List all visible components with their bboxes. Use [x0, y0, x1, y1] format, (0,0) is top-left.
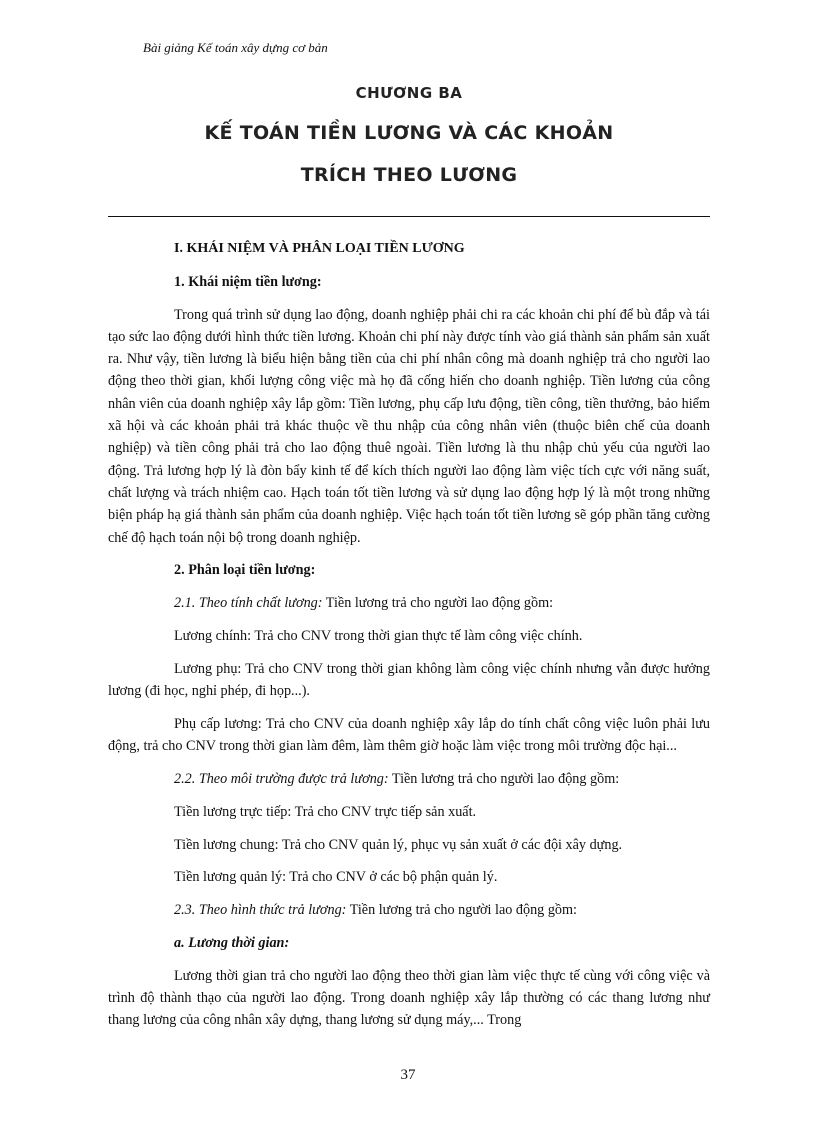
paragraph-luong-phu: Lương phụ: Trả cho CNV trong thời gian không làm công việc chính nhưng vẫn được hưởng lương (đi học, nghỉ phép, đi họp...). [108, 660, 710, 700]
paragraph-truc-tiep: Tiền lương trực tiếp: Trả cho CNV trực tiếp sản xuất. [174, 803, 477, 820]
paragraph-quan-ly: Tiền lương quản lý: Trả cho CNV ở các bộ phận quản lý. [174, 869, 498, 886]
paragraph-2-2 [108, 768, 710, 790]
paragraph-luong-thoi-gian: Lương thời gian trả cho người lao động theo thời gian làm việc thực tế cùng với công việc và trình độ thành thạo của người lao động. Trong doanh nghiệp xây lắp thường có các thang lương như thang lương của công nhân xây dựng, thang lương sử dụng máy,... Trong [108, 967, 710, 1029]
subheading-khai-niem: 1. Khái niệm tiền lương: [174, 273, 322, 290]
label-2-3: 2.3. Theo hình thức trả lương: [174, 902, 347, 919]
paragraph-khai-niem: Trong quá trình sử dụng lao động, doanh nghiệp phải chi ra các khoản chi phí để bù đắp và tái tạo sức lao động dưới hình thức tiền lương. Khoản chi phí này được tính vào giá thành sản phẩm sản xuất ra. Như vậy, tiền lương là biểu hiện bằng tiền của chi phí nhân công mà doanh nghiệp trả cho người lao động theo thời gian, khối lượng công việc mà họ đã cống hiến cho doanh nghiệp. Tiền lương của công nhân viên của doanh nghiệp xây lắp gồm: Tiền lương, phụ cấp lưu động, tiền công, tiền thưởng, bảo hiểm xã hội và các khoản phải trả khác thuộc về thu nhập của công nhân viên (thuộc biên chế của doanh nghiệp) và tiền công phải trả cho lao động thuê ngoài. Tiền lương là thu nhập chủ yếu của người lao động. Trả lương hợp lý là đòn bẩy kinh tế để kích thích người lao động làm việc tích cực với năng suất, chất lượng và trách nhiệm cao. Hạch toán tốt tiền lương và sử dụng lao động hợp lý là một trong những biện pháp hạ giá thành sản phẩm của doanh nghiệp. Việc hạch toán tốt tiền lương sẽ góp phần tăng cường chế độ hạch toán nội bộ trong doanh nghiệp. [108, 306, 710, 546]
page-number: 37 [400, 1067, 416, 1083]
paragraph-chung: Tiền lương chung: Trả cho CNV quản lý, phục vụ sản xuất ở các đội xây dựng. [174, 836, 623, 853]
chapter-heading [108, 84, 710, 186]
text-2-1: Tiền lương trả cho người lao động gồm: [322, 595, 554, 612]
document-body [108, 238, 710, 1042]
running-header: Bài giảng Kế toán xây dựng cơ bản [143, 40, 328, 55]
paragraph-phu-cap: Phụ cấp lương: Trả cho CNV của doanh nghiệp xây lắp do tính chất công việc luôn phải lưu động, trả cho CNV trong thời gian làm đêm, làm thêm giờ hoặc làm việc trong môi trường độc hại... [108, 715, 710, 755]
chapter-label: CHƯƠNG BA [355, 84, 463, 102]
section-heading: I. KHÁI NIỆM VÀ PHÂN LOẠI TIỀN LƯƠNG [174, 241, 465, 256]
subheading-phan-loai: 2. Phân loại tiền lương: [174, 562, 316, 579]
label-2-1: 2.1. Theo tính chất lương: [174, 595, 323, 612]
text-2-3: Tiền lương trả cho người lao động gồm: [346, 902, 577, 919]
text-2-2: Tiền lương trả cho người lao động gồm: [388, 770, 620, 787]
subheading-luong-thoi-gian: a. Lương thời gian: [174, 934, 290, 951]
paragraph-2-3 [108, 899, 710, 921]
paragraph-2-1 [108, 592, 710, 614]
label-2-2: 2.2. Theo môi trường được trả lương: [174, 770, 389, 787]
chapter-title-line-2: TRÍCH THEO LƯƠNG [300, 164, 518, 186]
chapter-title-line-1: KẾ TOÁN TIỀN LƯƠNG VÀ CÁC KHOẢN [204, 122, 614, 144]
title-divider [108, 216, 710, 217]
paragraph-luong-chinh: Lương chính: Trả cho CNV trong thời gian thực tế làm công việc chính. [174, 627, 583, 644]
